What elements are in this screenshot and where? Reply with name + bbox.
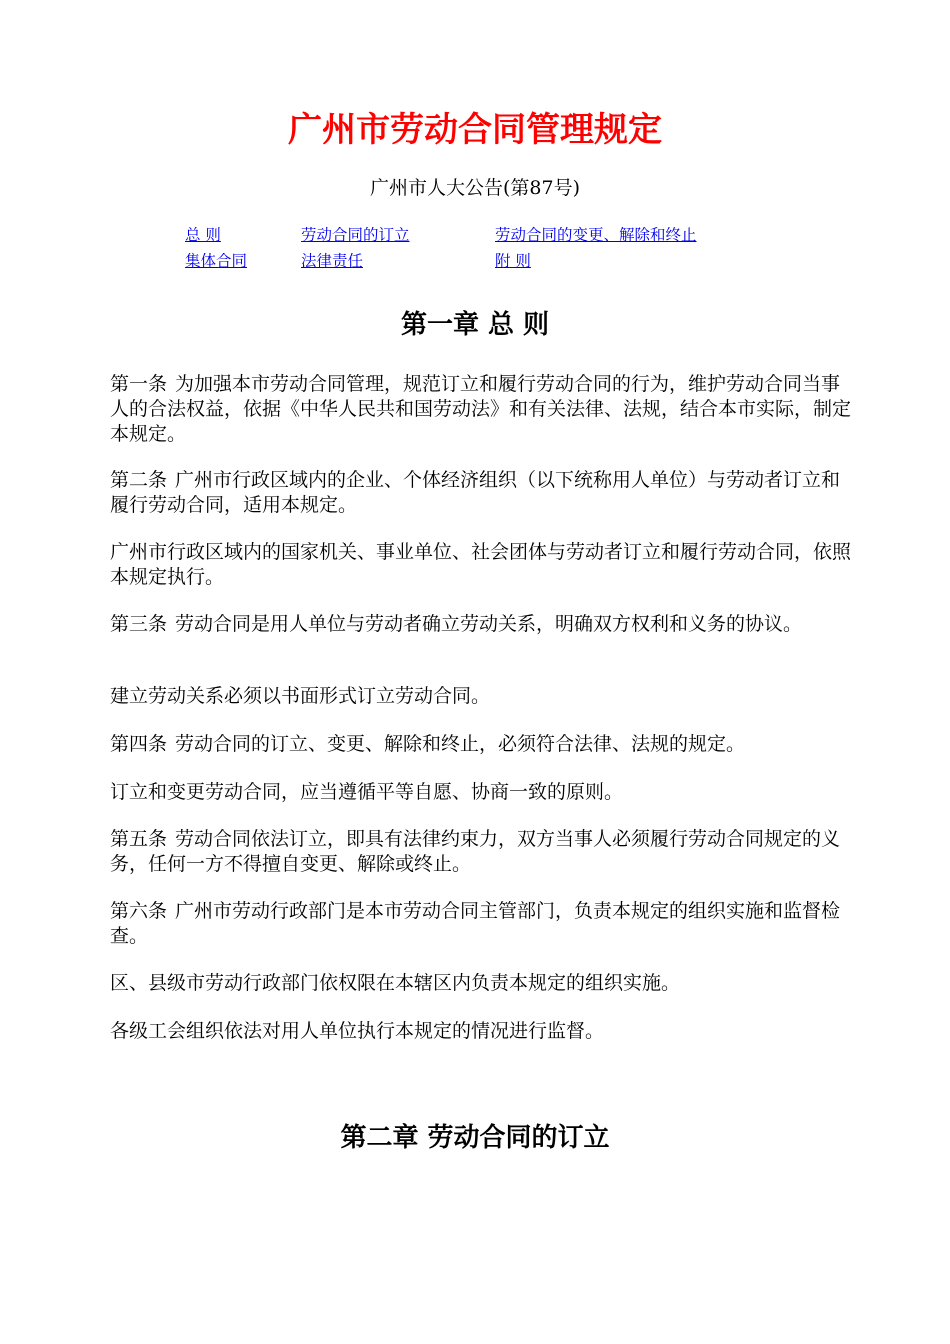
article-text: 劳动合同是用人单位与劳动者确立劳动关系，明确双方权利和义务的协议。 — [175, 613, 803, 635]
article-text: 为加强本市劳动合同管理，规范订立和履行劳动合同的行为，维护劳动合同当事人的合法权益，依据《中华人民共和国劳动法》和有关法律、法规，结合本市实际，制定本规定。 — [110, 373, 852, 445]
page-title: 广州市劳动合同管理规定 — [288, 110, 662, 150]
article-number: 第三条 — [110, 613, 168, 635]
article-paragraph — [110, 827, 855, 877]
article-text: 劳动合同的订立、变更、解除和终止，必须符合法律、法规的规定。 — [175, 733, 746, 755]
article-number: 第一条 — [110, 373, 168, 395]
article-text: 劳动合同依法订立，即具有法律约束力，双方当事人必须履行劳动合同规定的义务，任何一方不得擅自变更、解除或终止。 — [110, 828, 841, 875]
paragraph-text: 区、县级市劳动行政部门依权限在本辖区内负责本规定的组织实施。 — [110, 972, 681, 994]
chapter-1-heading: 第一章 总 则 — [400, 310, 550, 340]
paragraph — [110, 540, 855, 590]
article-paragraph — [110, 468, 855, 518]
paragraph-text: 订立和变更劳动合同，应当遵循平等自愿、协商一致的原则。 — [110, 781, 624, 803]
paragraph-text: 各级工会组织依法对用人单位执行本规定的情况进行监督。 — [110, 1020, 605, 1042]
article-paragraph — [110, 732, 855, 757]
paragraph — [110, 780, 855, 805]
toc-link-supplementary[interactable]: 附 则 — [495, 252, 531, 270]
article-paragraph — [110, 372, 855, 447]
paragraph — [110, 684, 855, 709]
article-text: 广州市劳动行政部门是本市劳动合同主管部门，负责本规定的组织实施和监督检查。 — [110, 900, 841, 947]
article-number: 第四条 — [110, 733, 168, 755]
paragraph — [110, 1019, 855, 1044]
toc-link-general[interactable]: 总 则 — [185, 226, 221, 244]
toc-link-formation[interactable]: 劳动合同的订立 — [301, 226, 410, 244]
article-number: 第六条 — [110, 900, 168, 922]
paragraph — [110, 971, 855, 996]
toc-link-change-termination[interactable]: 劳动合同的变更、解除和终止 — [495, 226, 697, 244]
article-paragraph — [110, 899, 855, 949]
article-number: 第五条 — [110, 828, 168, 850]
article-text: 广州市行政区域内的企业、个体经济组织（以下统称用人单位）与劳动者订立和履行劳动合同，适用本规定。 — [110, 469, 841, 516]
article-number: 第二条 — [110, 469, 168, 491]
chapter-2-heading: 第二章 劳动合同的订立 — [340, 1123, 610, 1153]
toc-link-liability[interactable]: 法律责任 — [301, 252, 364, 270]
paragraph-text: 建立劳动关系必须以书面形式订立劳动合同。 — [110, 685, 491, 707]
toc-link-collective[interactable]: 集体合同 — [185, 252, 248, 270]
announcement-subtitle: 广州市人大公告(第87号) — [369, 177, 580, 199]
paragraph-text: 广州市行政区域内的国家机关、事业单位、社会团体与劳动者订立和履行劳动合同，依照本规定执行。 — [110, 541, 852, 588]
article-paragraph — [110, 612, 855, 637]
